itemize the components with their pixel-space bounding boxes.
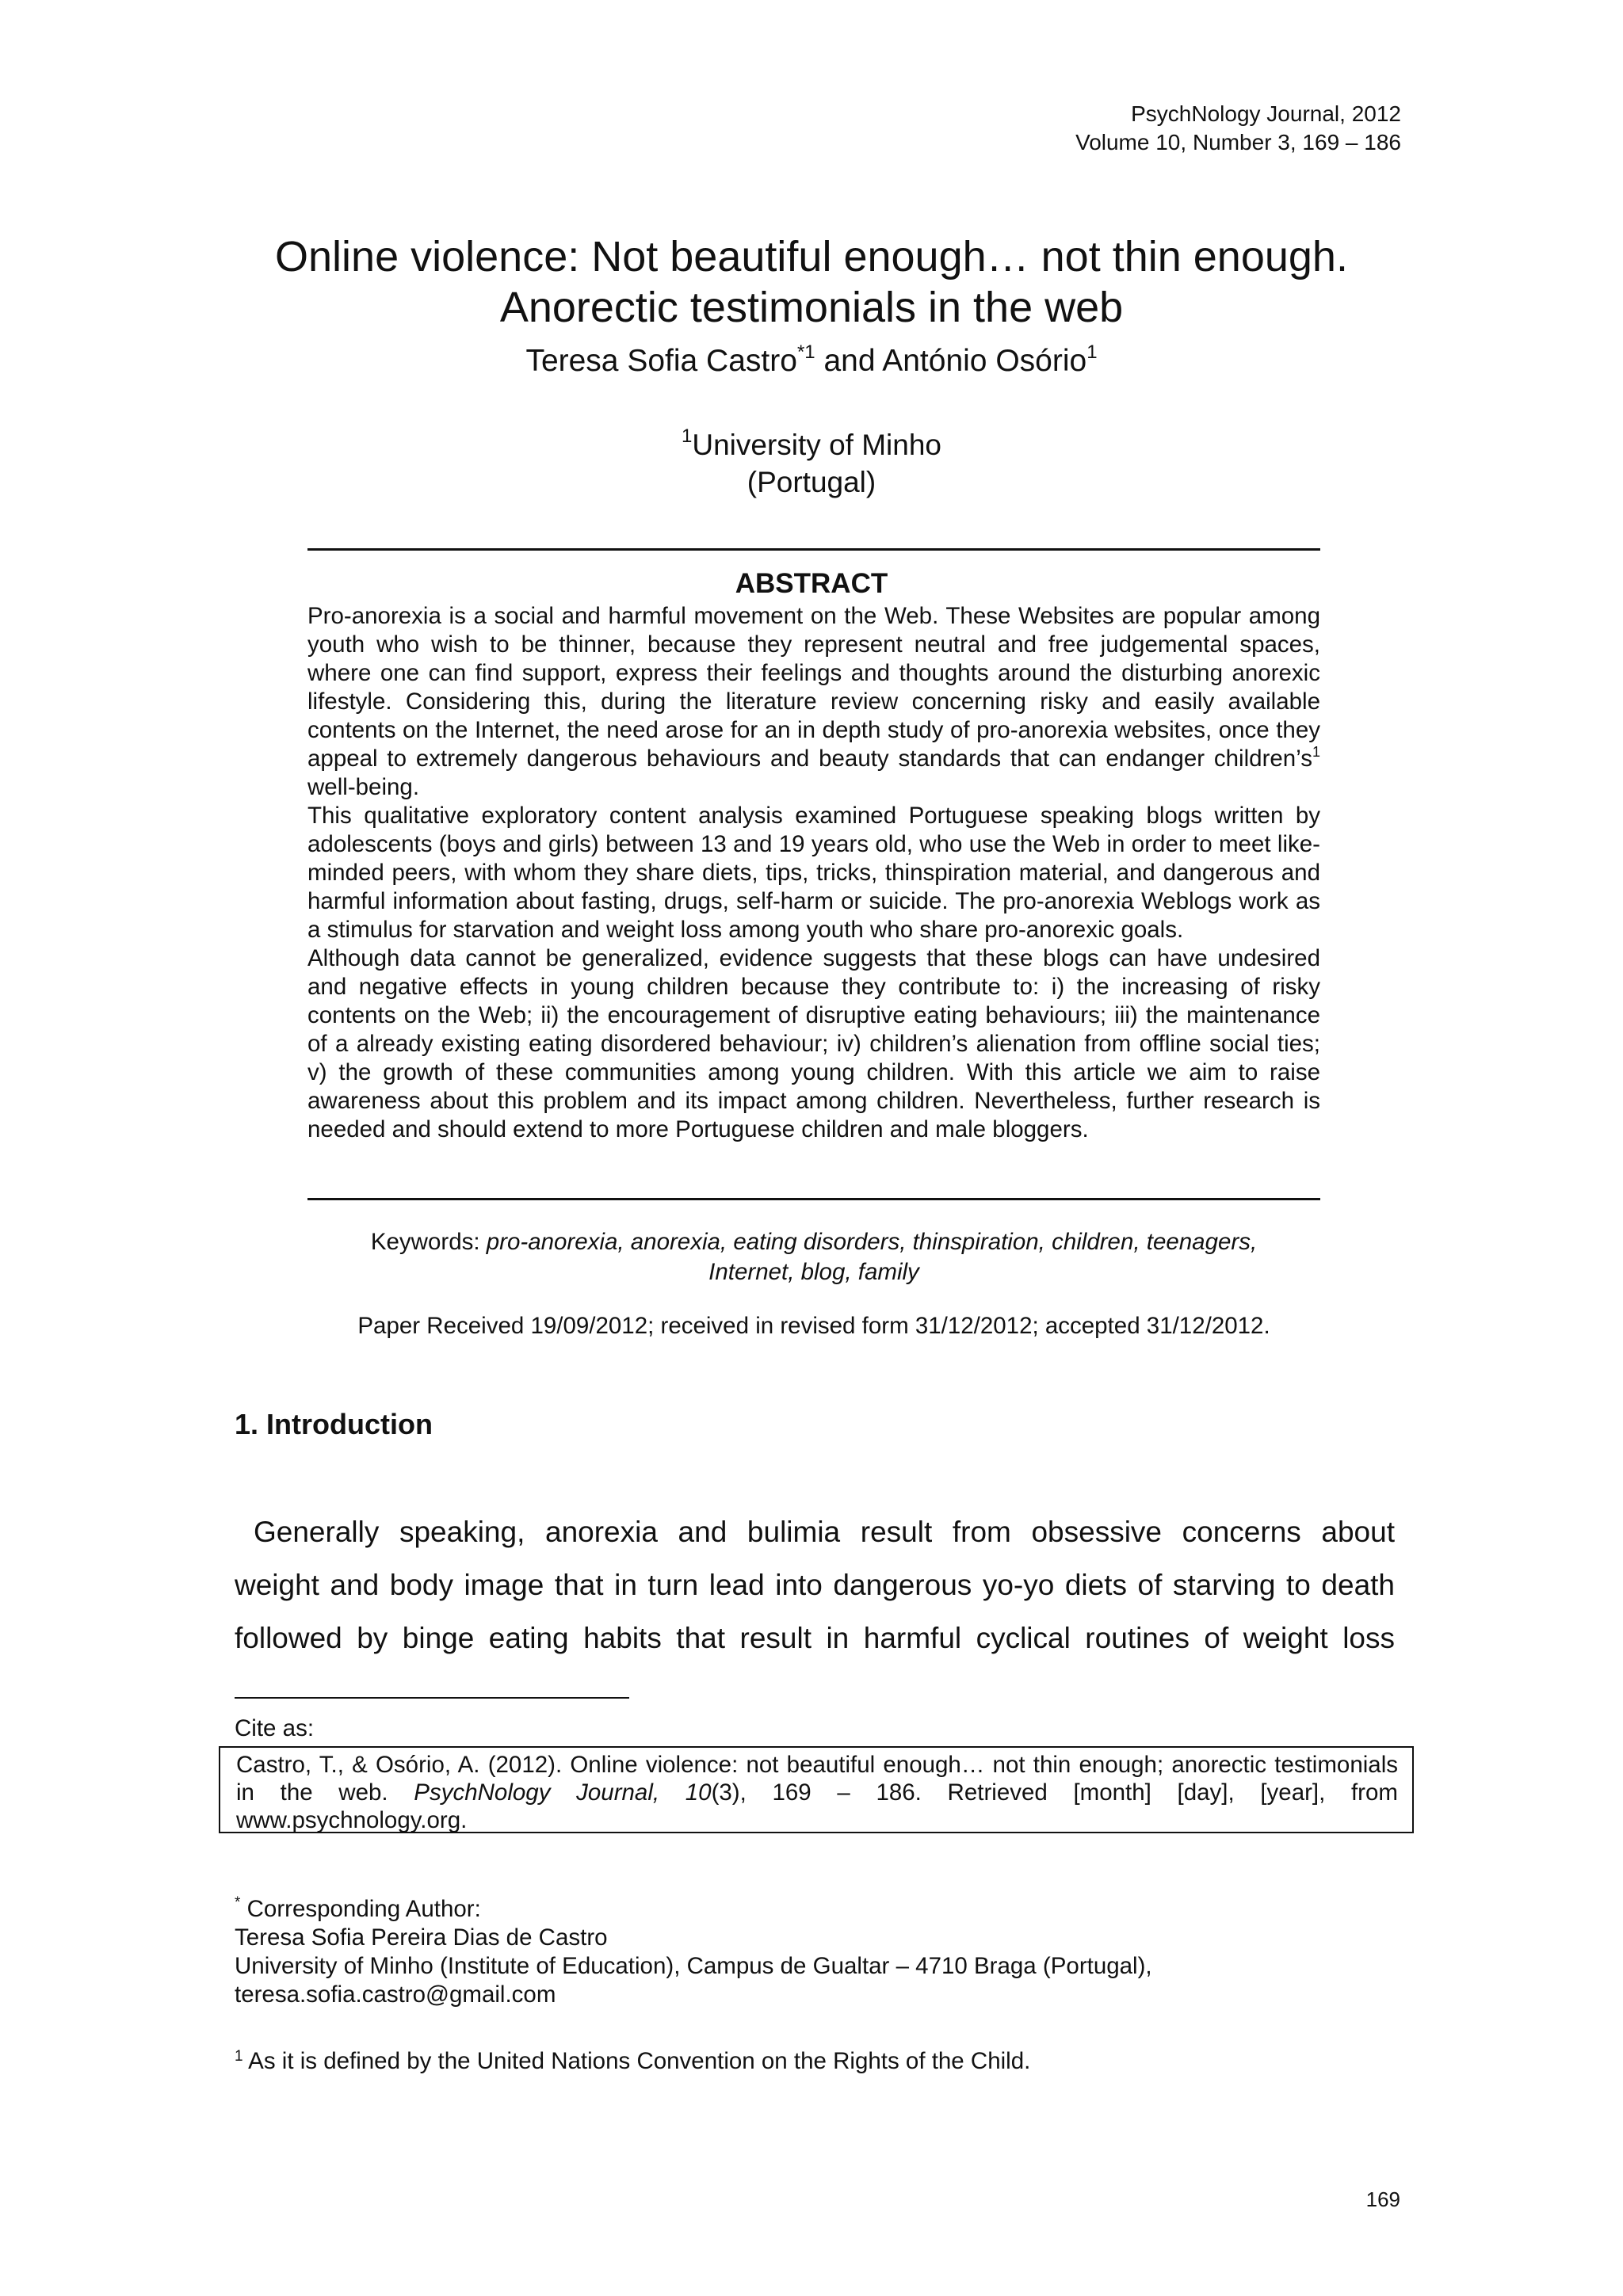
corresponding-address: University of Minho (Institute of Education), Campus de Gualtar – 4710 Braga (Portugal), [235,1953,1152,1979]
journal-name: PsychNology Journal, 2012 [1131,101,1401,126]
keywords-terms: Internet, blog, family [708,1259,919,1285]
paper-title-line1: Online violence: Not beautiful enough… not thin enough. [275,233,1348,280]
affiliation-mark: 1 [682,425,693,447]
author-name: António Osório [882,344,1087,378]
footnote-separator [235,1697,629,1699]
paper-title-line2: Anorectic testimonials in the web [499,284,1124,331]
corresponding-email: teresa.sofia.castro@gmail.com [235,1981,556,2008]
footnote-text: As it is defined by the United Nations Convention on the Rights of the Child. [242,2048,1031,2074]
journal-header [1075,100,1401,157]
footnote-mark: 1 [235,2048,243,2065]
author-list [0,342,1623,380]
corresponding-name: Teresa Sofia Pereira Dias de Castro [235,1924,608,1951]
corresponding-label: Corresponding Author: [240,1896,481,1922]
keywords-terms: pro-anorexia, anorexia, eating disorders, thinspiration, children, teenagers, [486,1229,1258,1255]
abstract-heading: ABSTRACT [735,568,888,599]
affiliation-country: (Portugal) [747,466,876,498]
citation-url: www.psychnology.org. [236,1807,468,1833]
citation-box [219,1746,1414,1833]
author-name: Teresa Sofia Castro [525,344,797,378]
keywords [307,1227,1320,1287]
received-dates: Paper Received 19/09/2012; received in revised form 31/12/2012; accepted 31/12/2012. [357,1313,1270,1339]
abstract-body [307,602,1320,1144]
corresponding-mark: * [235,1894,241,1911]
journal-volume: Volume 10, Number 3, 169 – 186 [1075,130,1401,154]
abstract-bottom-rule [307,1198,1320,1200]
abstract-paragraph: Although data cannot be generalized, evidence suggests that these blogs can have undesired and negative effects in young children because they contribute to: i) the increasing of risky contents on the Web; ii) the encouragement of disruptive eating behaviours; iii) the maintenance of a already existing eating disordered behaviour; iv) children’s alienation from offline social ties; v) the growth of these communities among young children. With this article we aim to raise awareness about this problem and its impact among children. Nevertheless, further research is needed and should extend to more Portuguese children and male bloggers. [307,945,1320,1142]
body-text-line: Generally speaking, anorexia and bulimia result from obsessive concerns about [254,1516,1395,1548]
abstract-paragraph: Pro-anorexia is a social and harmful movement on the Web. These Websites are popular among youth who wish to be thinner, because they represent neutral and free judgemental spaces, where one can find support, express their feelings and thoughts around the disturbing anorexic lifestyle. Considering this, during the literature review concerning risky and easily available contents on the Internet, the need arose for an in depth study of pro-anorexia websites, once they appeal to extremely dangerous behaviours and beauty standards that can endanger $children’s^1$ well-being. [307,603,1320,800]
author-affiliation-mark: 1 [1086,341,1098,363]
page-number: 169 [1365,2187,1400,2211]
abstract-paragraph: This qualitative exploratory content analysis examined Portuguese speaking blogs written by adolescents (boys and girls) between 13 and 19 years old, who use the Web in order to meet like-minded peers, with whom they share diets, tips, tricks, thinspiration material, and dangerous and harmful information about fasting, drugs, self-harm or suicide. The pro-anorexia Weblogs work as a stimulus for starvation and weight loss among youth who share pro-anorexic goals. [307,803,1320,943]
affiliation [0,426,1623,501]
affiliation-name: University of Minho [692,429,941,461]
abstract-top-rule [307,548,1320,551]
citation-text: Castro, T., & Osório, A. (2012). Online violence: not beautiful enough… not thin enough; anorectic testimonials in the web. PsychNology Journal, 10(3), 169 – 186. Retrieved [month] [day], [year], from [236,1752,1398,1806]
corresponding-author [235,1895,1152,2009]
section-heading: 1. Introduction [235,1408,433,1440]
body-text-line: weight and body image that in turn lead into dangerous yo-yo diets of starving to death [235,1569,1395,1601]
footnote-mark: 1 [1312,744,1320,760]
citation-journal: PsychNology Journal, 10 [414,1779,712,1806]
keywords-label: Keywords: [370,1229,487,1255]
introduction-paragraph [235,1505,1395,1665]
paper-title [0,231,1623,333]
author-connector: and [815,344,883,378]
footnote [235,2047,1030,2076]
body-text-line: followed by binge eating habits that result in harmful cyclical routines of weight loss [235,1622,1395,1654]
cite-label: Cite as: [235,1715,315,1741]
author-affiliation-mark: *1 [796,341,815,363]
